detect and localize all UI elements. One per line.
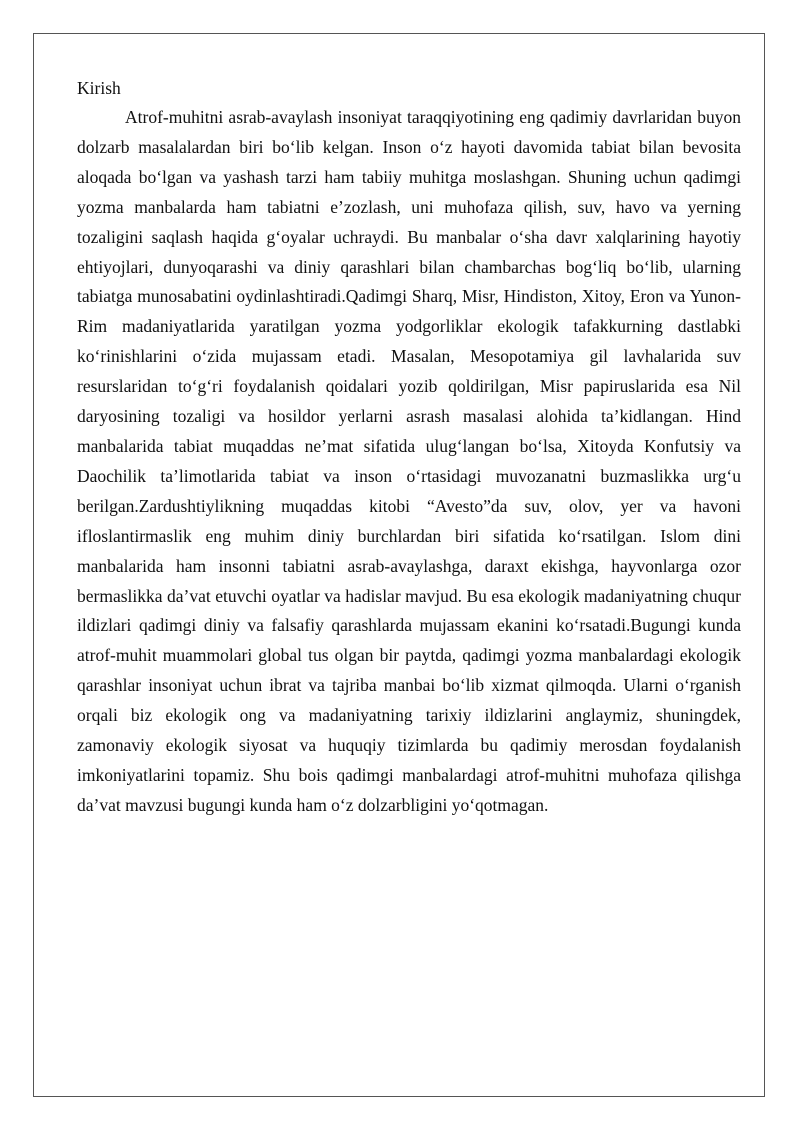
body-paragraph: Atrof-muhitni asrab-avaylash insoniyat taraqqiyotining eng qadimiy davrlaridan buyon dolzarb masalalardan biri bo‘lib kelgan. Inson o‘z hayoti davomida tabiat bilan bevosita aloqada bo‘lgan va yashash tarzi ham tabiiy muhitga moslashgan. Shuning uchun qadimgi yozma manbalarda ham tabiatni e’zozlash, uni muhofaza qilish, suv, havo va yerning tozaligini saqlash haqida g‘oyalar uchraydi. Bu manbalar o‘sha davr xalqlarining hayotiy ehtiyojlari, dunyoqarashi va diniy qarashlari bilan chambarchas bog‘liq bo‘lib, ularning tabiatga munosabatini oydinlashtiradi.Qadimgi Sharq, Misr, Hindiston, Xitoy, Eron va Yunon-Rim madaniyatlarida yaratilgan yozma yodgorliklar ekologik tafakkurning dastlabki ko‘rinishlarini o‘zida mujassam etadi. Masalan, Mesopotamiya gil lavhalarida suv resurslaridan to‘g‘ri foydalanish qoidalari yozib qoldirilgan, Misr papiruslarida esa Nil daryosining tozaligi va hosildor yerlarni asrash masalasi alohida ta’kidlangan. Hind manbalarida tabiat muqaddas ne’mat sifatida ulug‘langan bo‘lsa, Xitoyda Konfutsiy va Daochilik ta’limotlarida tabiat va inson o‘rtasidagi muvozanatni buzmaslikka urg‘u berilgan.Zardushtiylikning muqaddas kitobi “Avesto”da suv, olov, yer va havoni ifloslantirmaslik eng muhim diniy burchlardan biri sifatida ko‘rsatilgan. Islom dini manbalarida ham insonni tabiatni asrab-avaylashga, daraxt ekishga, hayvonlarga ozor bermaslikka da’vat etuvchi oyatlar va hadislar mavjud. Bu esa ekologik madaniyatning chuqur ildizlari qadimgi diniy va falsafiy qarashlarda mujassam ekanini ko‘rsatadi.Bugungi kunda atrof-muhit muammolari global tus olgan bir paytda, qadimgi yozma manbalardagi ekologik qarashlar insoniyat uchun ibrat va tajriba manbai bo‘lib xizmat qilmoqda. Ularni o‘rganish orqali biz ekologik ong va madaniyatning tarixiy ildizlarini anglaymiz, shuningdek, zamonaviy ekologik siyosat va huquqiy tizimlarda bu qadimiy merosdan foydalanish imkoniyatlarini topamiz. Shu bois qadimgi manbalardagi atrof-muhitni muhofaza qilishga da’vat mavzusi bugungi kunda ham o‘z dolzarbligini yo‘qotmagan. <box>77 107 741 815</box>
section-heading: Kirish <box>77 78 121 98</box>
document-body <box>77 74 741 821</box>
